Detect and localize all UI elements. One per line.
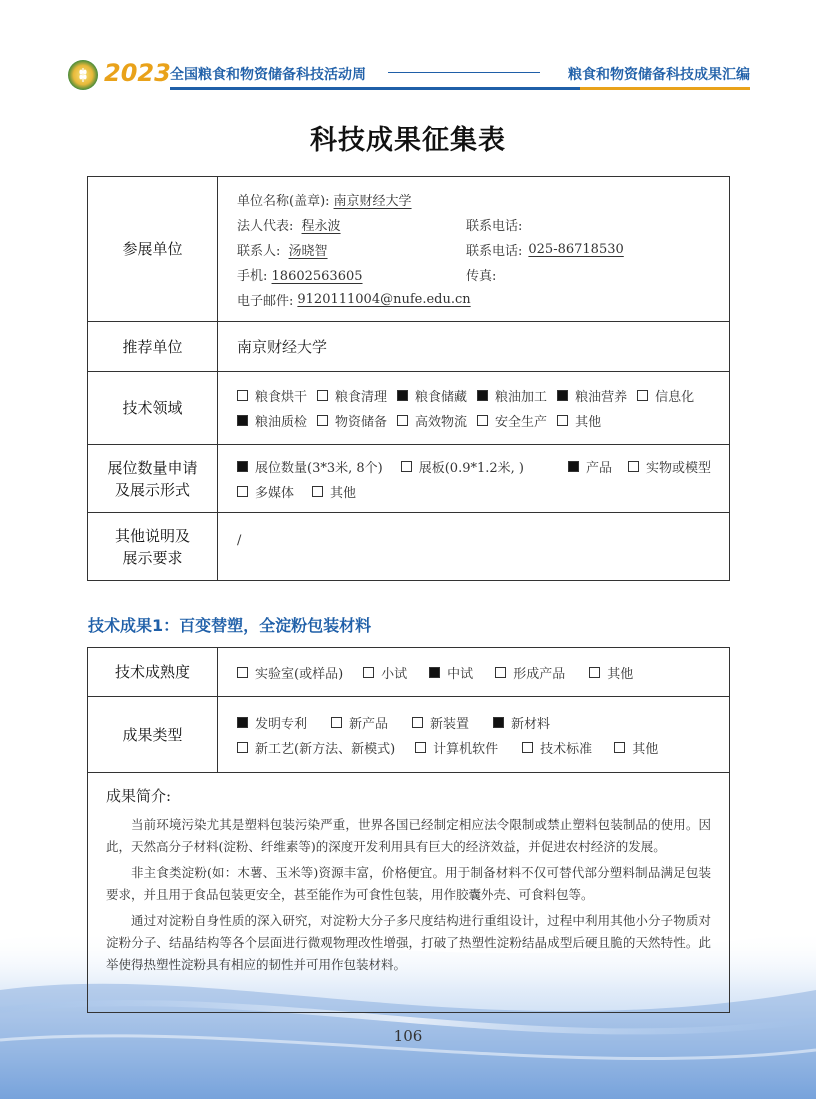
checkbox-label: 小试 bbox=[381, 666, 408, 682]
legal-rep-label: 法人代表: bbox=[237, 218, 294, 234]
checkbox-option[interactable] bbox=[237, 482, 294, 501]
checkbox-unchecked-icon[interactable] bbox=[628, 461, 639, 472]
other-label bbox=[88, 513, 218, 581]
checkbox-unchecked-icon[interactable] bbox=[331, 717, 342, 728]
checkbox-label: 其他 bbox=[632, 741, 659, 757]
maturity-row bbox=[237, 660, 729, 685]
checkbox-unchecked-icon[interactable] bbox=[477, 415, 488, 426]
summary-paragraph-2: 非主食类淀粉(如：木薯、玉米等)资源丰富，价格便宜。用于制备材料不仅可替代部分塑料制品满足包装要求，并且用于食品包装更安全，甚至能作为可食性包装，用作胶囊外壳、可食料包等。 bbox=[106, 865, 711, 902]
checkbox-option[interactable] bbox=[237, 663, 343, 682]
checkbox-label: 产品 bbox=[586, 460, 613, 476]
checkbox-option[interactable] bbox=[429, 663, 473, 682]
checkbox-option[interactable] bbox=[317, 411, 387, 430]
mobile-value: 18602563605 bbox=[271, 268, 363, 284]
checkbox-option[interactable] bbox=[397, 411, 467, 430]
checkbox-label: 新工艺(新方法、新模式) bbox=[255, 741, 396, 757]
checkbox-checked-icon[interactable] bbox=[557, 390, 568, 401]
checkbox-label: 物资储备 bbox=[335, 415, 388, 430]
result-type-row-2 bbox=[237, 735, 729, 760]
booth-row-1 bbox=[237, 454, 729, 479]
checkbox-checked-icon[interactable] bbox=[477, 390, 488, 401]
event-logo-icon bbox=[68, 60, 98, 90]
checkbox-checked-icon[interactable] bbox=[397, 390, 408, 401]
checkbox-option[interactable] bbox=[397, 386, 467, 405]
checkbox-label: 粮油营养 bbox=[575, 390, 628, 405]
result-type-label: 成果类型 bbox=[88, 697, 218, 773]
header-collection-title: 粮食和物资储备科技成果汇编 bbox=[568, 67, 750, 83]
checkbox-option[interactable] bbox=[331, 713, 388, 732]
checkbox-checked-icon[interactable] bbox=[493, 717, 504, 728]
header-year: 2023 bbox=[104, 59, 171, 87]
checkbox-unchecked-icon[interactable] bbox=[312, 486, 323, 497]
exhibitor-label: 参展单位 bbox=[88, 177, 218, 322]
result-type-row-1 bbox=[237, 710, 729, 735]
checkbox-label: 中试 bbox=[447, 666, 474, 682]
summary-paragraph-1: 当前环境污染尤其是塑料包装污染严重，世界各国已经制定相应法令限制或禁止塑料包装制品的使用。因此，天然高分子材料(淀粉、纤维素等)的深度开发利用具有巨大的经济效益，并促进农村经济的发展。 bbox=[106, 817, 711, 854]
checkbox-label: 新装置 bbox=[430, 716, 470, 732]
checkbox-checked-icon[interactable] bbox=[237, 415, 248, 426]
checkbox-unchecked-icon[interactable] bbox=[557, 415, 568, 426]
summary-cell bbox=[88, 773, 730, 1013]
checkbox-option[interactable] bbox=[589, 663, 633, 682]
result-type-options bbox=[218, 697, 730, 773]
other-label-line2: 展示要求 bbox=[122, 548, 183, 567]
checkbox-unchecked-icon[interactable] bbox=[401, 461, 412, 472]
other-label-line1: 其他说明及 bbox=[114, 526, 190, 545]
header-underline-blue bbox=[170, 87, 580, 90]
checkbox-label: 新产品 bbox=[349, 716, 389, 732]
booth-row-2 bbox=[237, 479, 729, 504]
checkbox-option[interactable] bbox=[637, 386, 694, 405]
checkbox-option[interactable] bbox=[568, 457, 612, 476]
checkbox-label: 展位数量(3*3米, 8个) bbox=[255, 460, 383, 476]
summary-paragraph-3: 通过对淀粉自身性质的深入研究，对淀粉大分子多尺度结构进行重组设计，过程中利用其他小分子物质对淀粉分子、结晶结构等各个层面进行微观物理改性增强，打破了热塑性淀粉结晶成型后硬且脆的天然特性。此举使得热塑性淀粉具有相应的韧性并可用作包装材料。 bbox=[106, 913, 711, 972]
checkbox-label: 信息化 bbox=[655, 390, 695, 405]
maturity-options bbox=[218, 648, 730, 697]
checkbox-unchecked-icon[interactable] bbox=[237, 486, 248, 497]
phone2-value: 025-86718530 bbox=[528, 241, 624, 257]
contact-value: 汤晓智 bbox=[288, 243, 328, 259]
checkbox-unchecked-icon[interactable] bbox=[522, 742, 533, 753]
booth-label-line1: 展位数量申请 bbox=[107, 458, 198, 477]
checkbox-label: 粮油质检 bbox=[255, 415, 308, 430]
checkbox-option[interactable] bbox=[628, 457, 711, 476]
checkbox-option[interactable] bbox=[312, 482, 356, 501]
page-title: 科技成果征集表 bbox=[310, 125, 506, 156]
fax-label: 传真: bbox=[466, 268, 497, 284]
legal-rep-value: 程永波 bbox=[301, 218, 341, 234]
tech-field-row-1 bbox=[237, 383, 729, 408]
checkbox-label: 安全生产 bbox=[495, 415, 548, 430]
checkbox-unchecked-icon[interactable] bbox=[495, 667, 506, 678]
checkbox-label: 粮食烘干 bbox=[255, 390, 308, 405]
checkbox-unchecked-icon[interactable] bbox=[363, 667, 374, 678]
checkbox-option[interactable] bbox=[237, 457, 383, 476]
header-event-title: 全国粮食和物资储备科技活动周 bbox=[170, 67, 366, 83]
checkbox-unchecked-icon[interactable] bbox=[237, 742, 248, 753]
checkbox-option[interactable] bbox=[557, 386, 627, 405]
checkbox-checked-icon[interactable] bbox=[237, 461, 248, 472]
checkbox-option[interactable] bbox=[614, 738, 658, 757]
checkbox-option[interactable] bbox=[317, 386, 387, 405]
checkbox-option[interactable] bbox=[401, 457, 524, 476]
checkbox-option[interactable] bbox=[477, 386, 547, 405]
checkbox-option[interactable] bbox=[493, 713, 550, 732]
recommender-label: 推荐单位 bbox=[88, 322, 218, 372]
summary-heading: 成果简介: bbox=[106, 787, 172, 805]
achievement-table bbox=[87, 647, 730, 1013]
checkbox-unchecked-icon[interactable] bbox=[237, 390, 248, 401]
tech-field-label: 技术领域 bbox=[88, 372, 218, 445]
email-value: 9120111004@nufe.edu.cn bbox=[297, 291, 471, 307]
checkbox-option[interactable] bbox=[495, 663, 565, 682]
checkbox-label: 多媒体 bbox=[255, 485, 295, 501]
checkbox-unchecked-icon[interactable] bbox=[637, 390, 648, 401]
section-title: 技术成果1：百变替塑，全淀粉包装材料 bbox=[88, 616, 372, 635]
checkbox-label: 粮油加工 bbox=[495, 390, 548, 405]
exhibitor-info-table bbox=[87, 176, 730, 581]
booth-label-line2: 及展示形式 bbox=[114, 480, 190, 499]
checkbox-label: 实验室(或样品) bbox=[255, 666, 344, 682]
phone1-label: 联系电话: bbox=[466, 218, 523, 234]
header-divider-line bbox=[388, 72, 540, 73]
page-number: 106 bbox=[393, 1027, 423, 1045]
checkbox-label: 其他 bbox=[575, 415, 602, 430]
checkbox-option[interactable] bbox=[237, 738, 395, 757]
email-label: 电子邮件: bbox=[237, 293, 294, 309]
recommender-value: 南京财经大学 bbox=[218, 322, 730, 372]
phone2-label: 联系电话: bbox=[466, 243, 523, 259]
checkbox-unchecked-icon[interactable] bbox=[415, 742, 426, 753]
checkbox-option[interactable] bbox=[412, 713, 469, 732]
unit-name-label: 单位名称(盖章): bbox=[237, 193, 330, 209]
checkbox-label: 其他 bbox=[607, 666, 634, 682]
checkbox-unchecked-icon[interactable] bbox=[412, 717, 423, 728]
checkbox-label: 实物或模型 bbox=[646, 460, 712, 476]
checkbox-option[interactable] bbox=[237, 713, 307, 732]
checkbox-label: 展板(0.9*1.2米, ) bbox=[418, 460, 524, 476]
page-header bbox=[66, 58, 750, 92]
tech-field-row-2 bbox=[237, 408, 729, 433]
checkbox-unchecked-icon[interactable] bbox=[614, 742, 625, 753]
header-underline-gold bbox=[580, 87, 750, 90]
checkbox-label: 计算机软件 bbox=[433, 741, 499, 757]
tech-field-options bbox=[218, 372, 730, 445]
checkbox-unchecked-icon[interactable] bbox=[589, 667, 600, 678]
checkbox-label: 发明专利 bbox=[255, 716, 308, 732]
checkbox-option[interactable] bbox=[415, 738, 498, 757]
checkbox-label: 新材料 bbox=[511, 716, 551, 732]
checkbox-unchecked-icon[interactable] bbox=[317, 390, 328, 401]
checkbox-option[interactable] bbox=[522, 738, 592, 757]
exhibitor-details bbox=[218, 177, 730, 322]
checkbox-option[interactable] bbox=[237, 411, 307, 430]
checkbox-label: 高效物流 bbox=[415, 415, 468, 430]
booth-label bbox=[88, 445, 218, 513]
checkbox-checked-icon[interactable] bbox=[568, 461, 579, 472]
checkbox-checked-icon[interactable] bbox=[237, 717, 248, 728]
checkbox-unchecked-icon[interactable] bbox=[237, 667, 248, 678]
other-value: / bbox=[218, 513, 730, 581]
checkbox-label: 形成产品 bbox=[513, 666, 566, 682]
checkbox-label: 粮食储藏 bbox=[415, 390, 468, 405]
booth-options bbox=[218, 445, 730, 513]
checkbox-option[interactable] bbox=[557, 411, 601, 430]
contact-label: 联系人: bbox=[237, 243, 281, 259]
checkbox-unchecked-icon[interactable] bbox=[317, 415, 328, 426]
checkbox-option[interactable] bbox=[477, 411, 547, 430]
checkbox-label: 技术标准 bbox=[540, 741, 593, 757]
checkbox-unchecked-icon[interactable] bbox=[397, 415, 408, 426]
checkbox-label: 粮食清理 bbox=[335, 390, 388, 405]
unit-name-value: 南京财经大学 bbox=[333, 193, 412, 209]
maturity-label: 技术成熟度 bbox=[88, 648, 218, 697]
checkbox-checked-icon[interactable] bbox=[429, 667, 440, 678]
checkbox-option[interactable] bbox=[237, 386, 307, 405]
checkbox-label: 其他 bbox=[330, 485, 357, 501]
checkbox-option[interactable] bbox=[363, 663, 407, 682]
mobile-label: 手机: bbox=[237, 268, 268, 284]
